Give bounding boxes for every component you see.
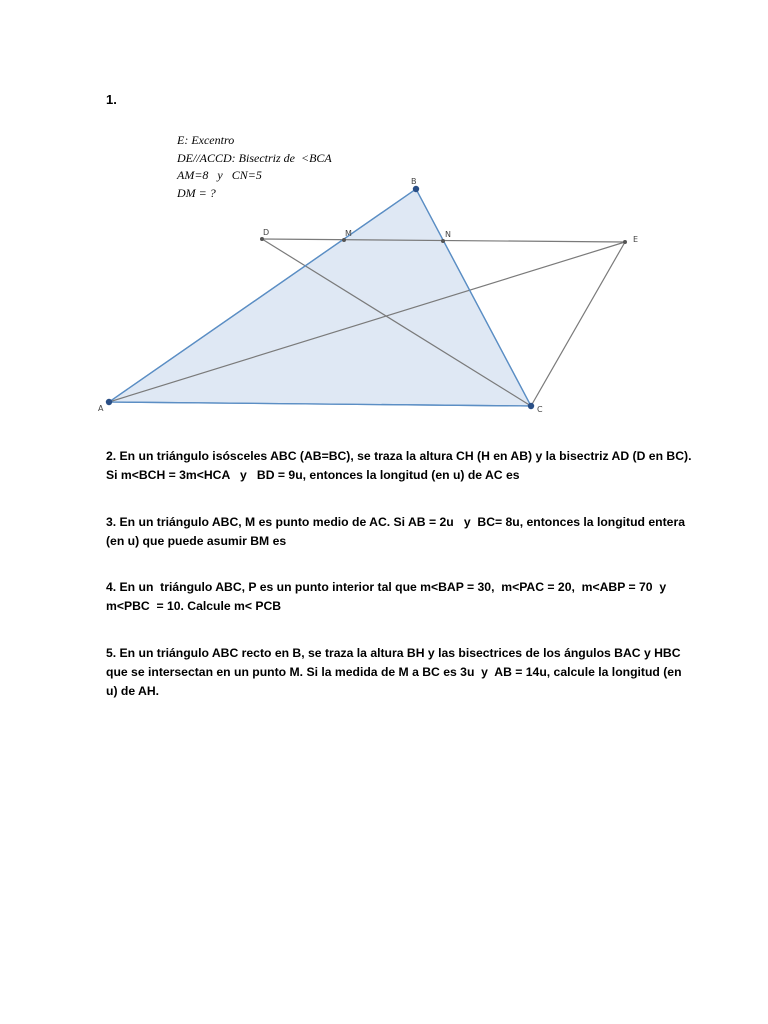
point-m [342,238,346,242]
problem-line: 2. En un triángulo isósceles ABC (AB=BC), se traza la altura CH (H en AB) y la bisectriz AD (D en BC). [106,449,692,463]
point-a [106,399,112,405]
point-e [623,240,627,244]
problem-4 [106,578,666,616]
problem-line: 5. En un triángulo ABC recto en B, se traza la altura BH y las bisectrices de los ángulos BAC y HBC [106,646,681,660]
problem-line: m<PBC = 10. Calcule m< PCB [106,599,282,613]
problem-line: 3. En un triángulo ABC, M es punto medio de AC. Si AB = 2u y BC= 8u, entonces la longitud entera [106,515,685,529]
problem-line: Si m<BCH = 3m<HCA y BD = 9u, entonces la longitud (en u) de AC es [106,468,520,482]
problem-line: que se intersectan en un punto M. Si la medida de M a BC es 3u y AB = 14u, calcule la longitud (en [106,665,682,679]
point-n [441,239,445,243]
triangle-abc [109,189,531,406]
label-b: B [411,177,417,186]
point-d [260,237,264,241]
label-n: N [445,230,451,239]
label-d: D [263,228,270,237]
problem-1-number: 1. [106,92,117,107]
geometry-figure [0,0,768,440]
given-line: AM=8 y CN=5 [177,168,262,182]
label-m: M [345,229,352,238]
problem-line: (en u) que puede asumir BM es [106,534,287,548]
problem-2 [106,447,692,485]
label-e: E [633,235,639,244]
problem-5 [106,644,682,701]
problem-line: u) de AH. [106,684,160,698]
given-line: E: Excentro [177,133,235,147]
label-a: A [98,404,104,413]
label-c: C [537,405,543,414]
problem-line: 4. En un triángulo ABC, P es un punto interior tal que m<BAP = 30, m<PAC = 20, m<ABP = 70 y [106,580,667,594]
given-line: DE//ACCD: Bisectriz de <BCA [177,150,332,165]
point-c [528,403,534,409]
point-b [413,186,419,192]
given-line: DM = ? [177,185,216,200]
problem-3 [106,513,685,551]
